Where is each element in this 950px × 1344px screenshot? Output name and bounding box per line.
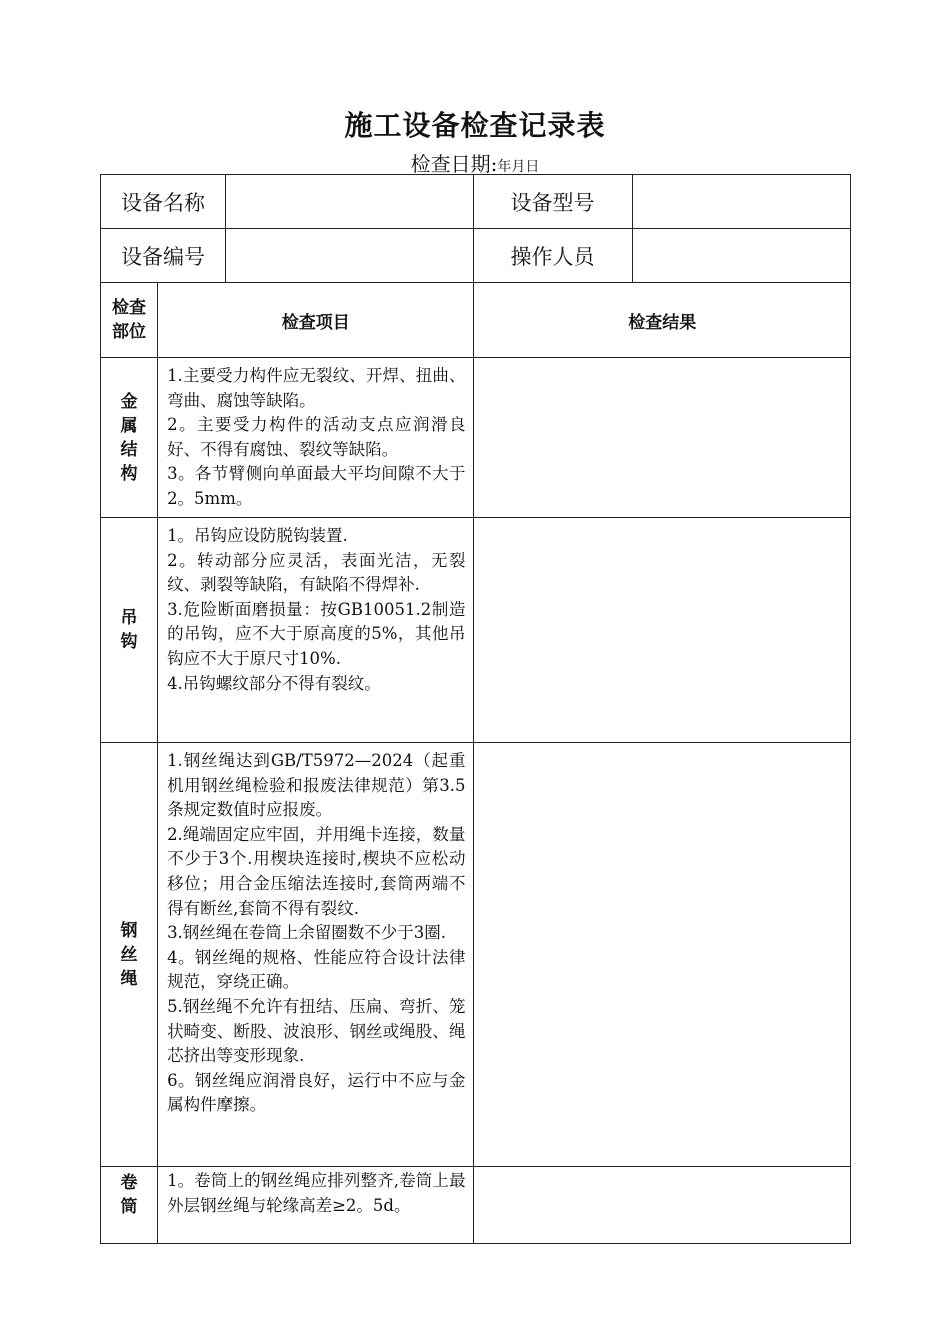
inspection-item: 1。卷筒上的钢丝绳应排列整齐,卷筒上最外层钢丝绳与轮缘高差≥2。5d。 — [167, 1171, 466, 1215]
section-row-hook — [101, 518, 851, 743]
info-row-1 — [101, 175, 851, 229]
device-model-label: 设备型号 — [474, 175, 632, 229]
items-hook — [158, 518, 474, 743]
items-header: 检查项目 — [158, 283, 474, 358]
part-hook — [101, 518, 158, 743]
items-drum — [158, 1167, 474, 1244]
page-title: 施工设备检查记录表 — [344, 109, 606, 142]
inspection-item: 2。转动部分应灵活，表面光洁，无裂纹、剥裂等缺陷，有缺陷不得焊补. — [167, 550, 466, 595]
date-placeholder: 年月日 — [497, 159, 540, 175]
inspection-item: 5.钢丝绳不允许有扭结、压扁、弯折、笼状畸变、断股、波浪形、钢丝或绳股、绳芯挤出等变形现象. — [167, 996, 466, 1066]
result-hook[interactable] — [474, 518, 851, 743]
inspection-item: 4.吊钩螺纹部分不得有裂纹。 — [167, 673, 381, 693]
items-wire-rope — [158, 743, 474, 1167]
result-wire-rope[interactable] — [474, 743, 851, 1167]
part-char: 结 — [120, 439, 138, 460]
part-char: 金 — [120, 391, 138, 412]
inspection-table — [100, 174, 851, 1244]
inspection-item: 6。钢丝绳应润滑良好，运行中不应与金属构件摩擦。 — [167, 1070, 466, 1115]
part-char: 钩 — [120, 632, 138, 652]
result-header: 检查结果 — [474, 283, 851, 358]
part-char: 钢 — [120, 920, 138, 941]
section-row-wire-rope — [101, 743, 851, 1167]
part-char: 构 — [120, 463, 138, 484]
device-name-label: 设备名称 — [101, 175, 226, 229]
part-char: 丝 — [120, 944, 138, 965]
date-label: 检查日期: — [410, 152, 498, 176]
operator-field[interactable] — [632, 229, 850, 283]
inspection-item: 3.钢丝绳在卷筒上余留圈数不少于3圈. — [167, 923, 447, 943]
inspection-item: 1.主要受力构件应无裂纹、开焊、扭曲、弯曲、腐蚀等缺陷。 — [167, 366, 466, 410]
inspection-item: 3.危险断面磨损量：按GB10051.2制造的吊钩，应不大于原高度的5%，其他吊钩应不大于原尺寸10%. — [167, 599, 466, 668]
device-name-field[interactable] — [226, 175, 474, 229]
device-number-field[interactable] — [226, 229, 474, 283]
result-metal-structure[interactable] — [474, 358, 851, 518]
inspection-item: 1。吊钩应设防脱钩装置. — [167, 526, 348, 545]
inspection-item: 1.钢丝绳达到GB/T5972—2024（起重机用钢丝绳检验和报废法律规范）第3.5条规定数值时应报废。 — [167, 751, 466, 820]
items-metal-structure — [158, 358, 474, 518]
part-wire-rope — [101, 743, 158, 1167]
inspection-item: 2。主要受力构件的活动支点应润滑良好、不得有腐蚀、裂纹等缺陷。 — [167, 415, 466, 459]
part-char: 属 — [120, 415, 138, 436]
part-header — [101, 283, 158, 358]
header-row — [101, 283, 851, 358]
section-row-drum — [101, 1167, 851, 1244]
part-metal-structure — [101, 358, 158, 518]
part-char: 吊 — [120, 608, 138, 628]
part-header-line-1: 检查 — [112, 298, 147, 318]
info-row-2 — [101, 229, 851, 283]
part-header-line-2: 部位 — [112, 322, 147, 342]
inspection-item: 3。各节臂侧向单面最大平均间隙不大于2。5mm。 — [167, 464, 466, 508]
device-model-field[interactable] — [632, 175, 850, 229]
inspection-date — [0, 148, 950, 177]
part-char: 绳 — [120, 968, 138, 989]
section-row-metal-structure — [101, 358, 851, 518]
part-char: 卷 — [120, 1173, 138, 1193]
inspection-item: 4。钢丝绳的规格、性能应符合设计法律规范，穿绕正确。 — [167, 947, 466, 992]
part-drum — [101, 1167, 158, 1244]
device-number-label: 设备编号 — [101, 229, 226, 283]
part-char: 筒 — [120, 1197, 138, 1217]
result-drum[interactable] — [474, 1167, 851, 1244]
operator-label: 操作人员 — [474, 229, 632, 283]
inspection-item: 2.绳端固定应牢固，并用绳卡连接，数量不少于3个.用楔块连接时,楔块不应松动移位；用合金压缩法连接时,套筒两端不得有断丝,套筒不得有裂纹. — [167, 824, 466, 918]
